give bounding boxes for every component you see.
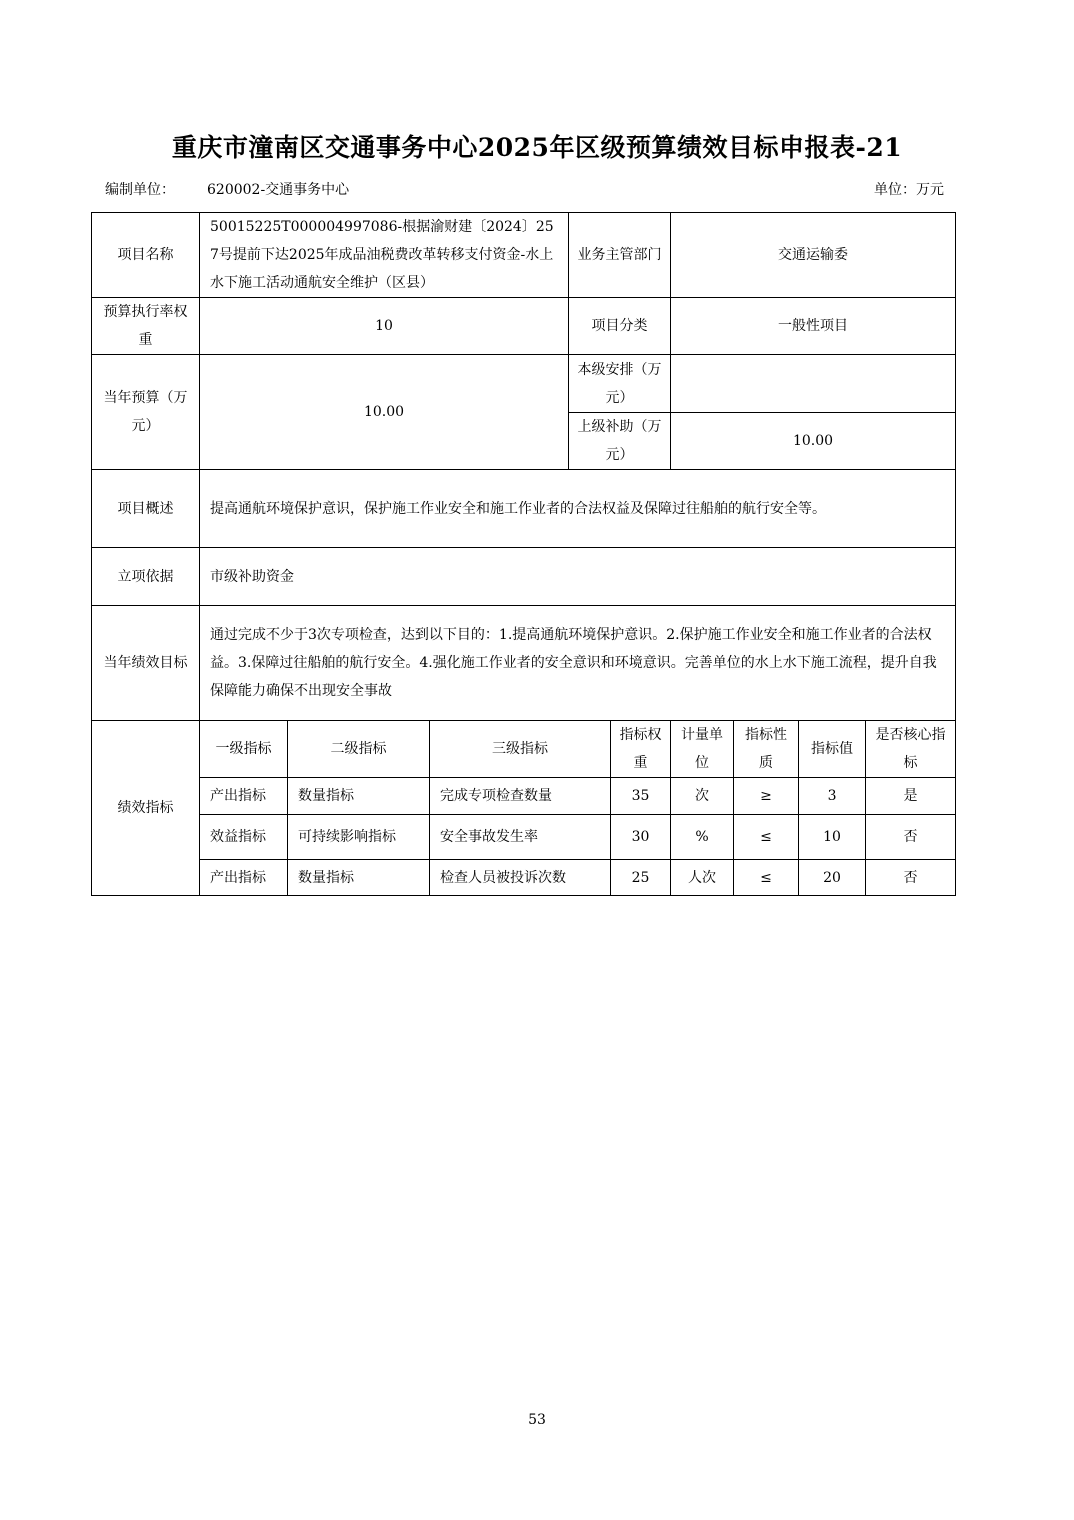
category-value: 一般性项目 xyxy=(671,298,956,355)
indicator-nature: ≤ xyxy=(734,815,799,860)
indicator-level1: 产出指标 xyxy=(200,860,288,896)
table-row xyxy=(92,815,956,860)
project-name-label: 项目名称 xyxy=(92,213,200,298)
indicator-weight: 30 xyxy=(611,815,671,860)
table-row xyxy=(92,860,956,896)
goal-label: 当年绩效目标 xyxy=(92,606,200,721)
indicator-header: 计量单位 xyxy=(671,721,734,778)
budget-label: 当年预算（万元） xyxy=(92,355,200,470)
weight-label: 预算执行率权重 xyxy=(92,298,200,355)
indicator-unit: 次 xyxy=(671,778,734,815)
indicator-level3: 完成专项检查数量 xyxy=(430,778,611,815)
indicator-header: 指标性质 xyxy=(734,721,799,778)
weight-value: 10 xyxy=(200,298,569,355)
indicators-label: 绩效指标 xyxy=(92,721,200,896)
budget-value: 10.00 xyxy=(200,355,569,470)
indicator-core: 是 xyxy=(866,778,956,815)
indicator-weight: 25 xyxy=(611,860,671,896)
indicator-level1: 产出指标 xyxy=(200,778,288,815)
indicator-header: 二级指标 xyxy=(288,721,430,778)
indicator-level1: 效益指标 xyxy=(200,815,288,860)
category-label: 项目分类 xyxy=(569,298,671,355)
indicator-core: 否 xyxy=(866,860,956,896)
indicator-level2: 可持续影响指标 xyxy=(288,815,430,860)
dept-label: 业务主管部门 xyxy=(569,213,671,298)
budget-performance-table xyxy=(91,212,956,896)
superior-label: 上级补助（万元） xyxy=(569,413,671,470)
basis-value: 市级补助资金 xyxy=(200,548,956,606)
org-info xyxy=(105,179,349,199)
page-title: 重庆市潼南区交通事务中心2025年区级预算绩效目标申报表-21 xyxy=(171,133,903,162)
goal-value: 通过完成不少于3次专项检查，达到以下目的：1.提高通航环境保护意识。2.保护施工作业安全和施工作业者的合法权益。3.保障过往船舶的航行安全。4.强化施工作业者的安全意识和环境意识。完善单位的水上水下施工流程，提升自我保障能力确保不出现安全事故 xyxy=(200,606,956,721)
indicator-header: 是否核心指标 xyxy=(866,721,956,778)
unit-label: 单位：万元 xyxy=(874,182,944,198)
overview-value: 提高通航环境保护意识，保护施工作业安全和施工作业者的合法权益及保障过往船舶的航行安全等。 xyxy=(200,470,956,548)
project-name-value: 50015225T000004997086-根据渝财建〔2024〕257号提前下达2025年成品油税费改革转移支付资金-水上水下施工活动通航安全维护（区县） xyxy=(200,213,569,298)
indicator-header: 指标权重 xyxy=(611,721,671,778)
indicator-level2: 数量指标 xyxy=(288,778,430,815)
indicator-level3: 检查人员被投诉次数 xyxy=(430,860,611,896)
overview-label: 项目概述 xyxy=(92,470,200,548)
indicator-header: 一级指标 xyxy=(200,721,288,778)
indicator-value: 20 xyxy=(799,860,866,896)
page-number: 53 xyxy=(528,1412,546,1428)
table-row xyxy=(92,778,956,815)
indicator-nature: ≥ xyxy=(734,778,799,815)
indicator-value: 10 xyxy=(799,815,866,860)
indicator-level2: 数量指标 xyxy=(288,860,430,896)
dept-value: 交通运输委 xyxy=(671,213,956,298)
indicator-value: 3 xyxy=(799,778,866,815)
local-label: 本级安排（万元） xyxy=(569,355,671,413)
indicator-header: 三级指标 xyxy=(430,721,611,778)
indicator-level3: 安全事故发生率 xyxy=(430,815,611,860)
local-value xyxy=(671,355,956,413)
indicator-nature: ≤ xyxy=(734,860,799,896)
org-value: 620002-交通事务中心 xyxy=(207,182,350,198)
indicator-unit: % xyxy=(671,815,734,860)
org-label: 编制单位： xyxy=(105,182,175,198)
indicator-core: 否 xyxy=(866,815,956,860)
basis-label: 立项依据 xyxy=(92,548,200,606)
indicator-weight: 35 xyxy=(611,778,671,815)
indicator-unit: 人次 xyxy=(671,860,734,896)
superior-value: 10.00 xyxy=(671,413,956,470)
indicator-header: 指标值 xyxy=(799,721,866,778)
